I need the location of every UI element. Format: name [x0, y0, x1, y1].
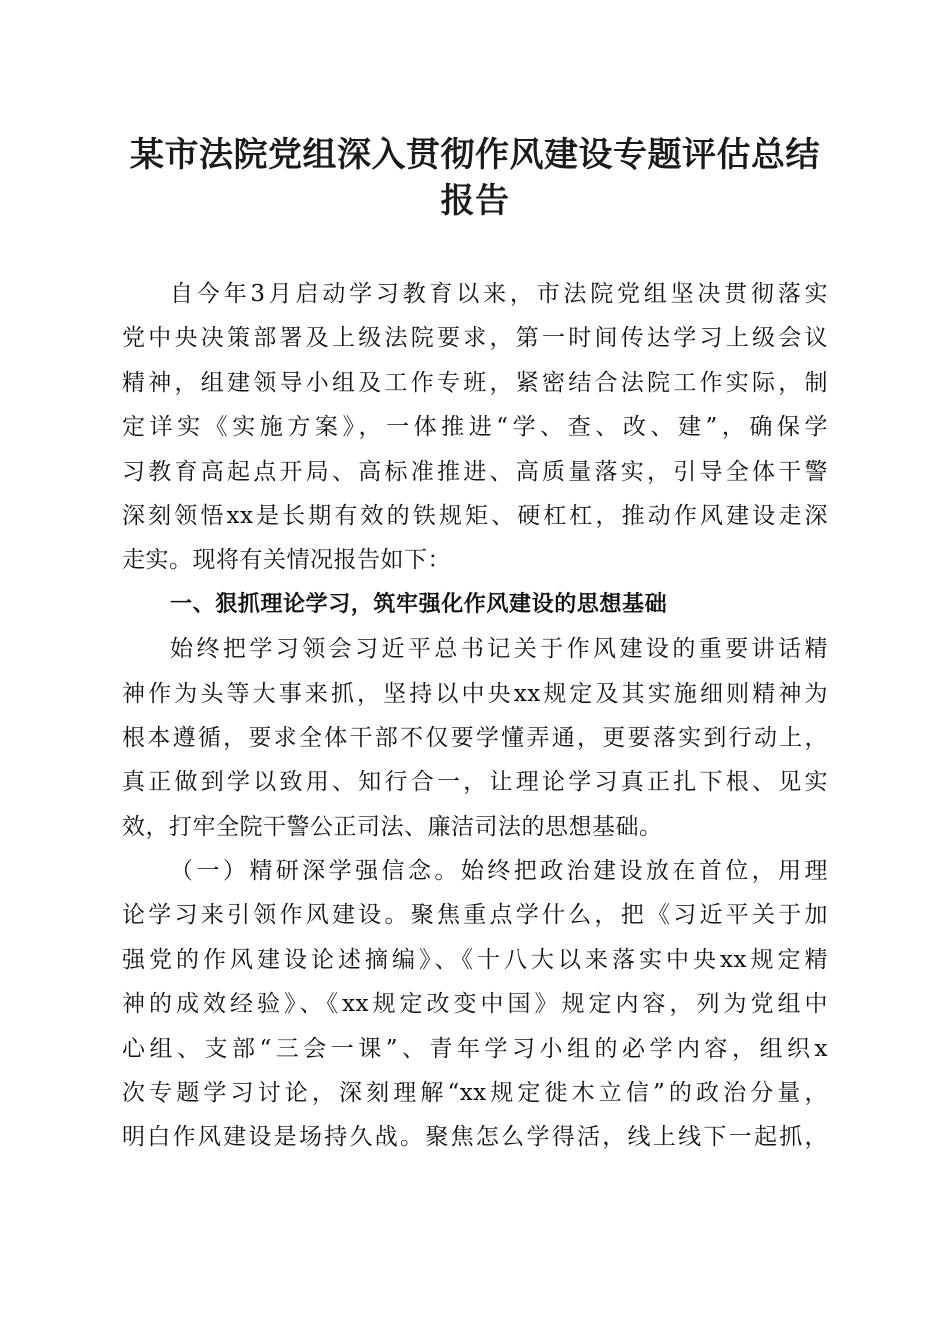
paragraph-line: 精神，组建领导小组及工作专班，紧密结合法院工作实际，制 [122, 369, 828, 396]
paragraph-line: 深刻领悟xx是长期有效的铁规矩、硬杠杠，推动作风建设走深 [122, 502, 828, 529]
paragraph-line: （一）精研深学强信念。始终把政治建设放在首位，用理 [170, 858, 828, 885]
title-line-1: 某市法院党组深入贯彻作风建设专题评估总结 [130, 135, 820, 175]
paragraph-line: 效，打牢全院干警公正司法、廉洁司法的思想基础。 [122, 813, 663, 840]
paragraph-line: 党中央决策部署及上级法院要求，第一时间传达学习上级会议 [122, 325, 828, 352]
section-1-paragraph [122, 627, 828, 849]
paragraph-line: 自今年3月启动学习教育以来，市法院党组坚决贯彻落实 [170, 281, 828, 307]
title-line-2: 报告 [440, 181, 510, 221]
subsection-1-paragraph [122, 849, 828, 1160]
paragraph-line: 习教育高起点开局、高标准推进、高质量落实，引导全体干警 [122, 458, 828, 485]
paragraph-line: 明白作风建设是场持久战。聚焦怎么学得活，线上线下一起抓， [122, 1124, 828, 1151]
section-heading: 一、狠抓理论学习，筑牢强化作风建设的思想基础 [170, 591, 668, 617]
paragraph-line: 论学习来引领作风建设。聚焦重点学什么，把《习近平关于加 [122, 902, 828, 929]
paragraph-line: 心组、支部“三会一课”、青年学习小组的必学内容，组织x [122, 1035, 828, 1062]
intro-paragraph [122, 272, 828, 583]
paragraph-line: 强党的作风建设论述摘编》、《十八大以来落实中央xx规定精 [122, 946, 828, 973]
paragraph-line: 根本遵循，要求全体干部不仅要学懂弄通，更要落实到行动上， [122, 724, 828, 751]
document-title [100, 132, 850, 224]
paragraph-line: 始终把学习领会习近平总书记关于作风建设的重要讲话精 [170, 636, 828, 663]
paragraph-line: 次专题学习讨论，深刻理解“xx规定徙木立信”的政治分量， [122, 1080, 828, 1107]
document-body [122, 272, 828, 1160]
paragraph-line: 神作为头等大事来抓，坚持以中央xx规定及其实施细则精神为 [122, 680, 828, 707]
paragraph-line: 走实。现将有关情况报告如下： [122, 547, 451, 574]
paragraph-line: 神的成效经验》、《xx规定改变中国》规定内容，列为党组中 [122, 991, 828, 1018]
paragraph-line: 定详实《实施方案》，一体推进“学、查、改、建”，确保学 [122, 414, 828, 441]
paragraph-line: 真正做到学以致用、知行合一，让理论学习真正扎下根、见实 [122, 769, 828, 796]
